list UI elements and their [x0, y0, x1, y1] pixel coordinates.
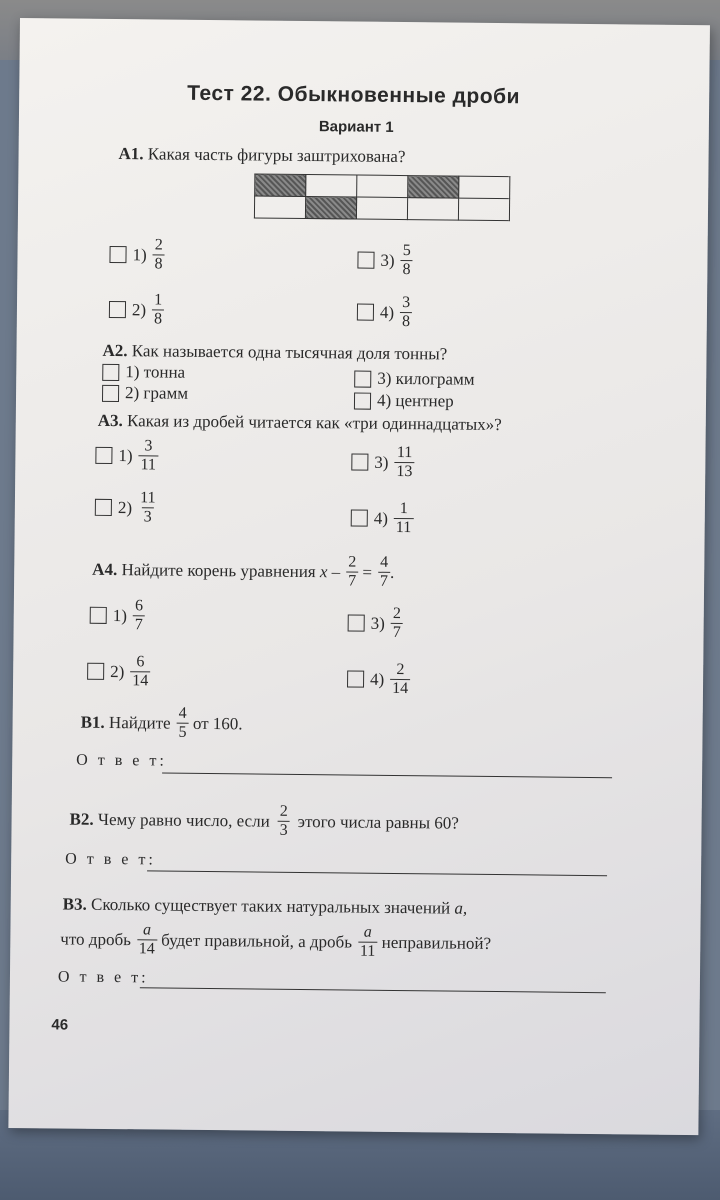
option-a3-1[interactable]: [95, 437, 158, 475]
fraction-numerator: 5: [402, 242, 411, 260]
fraction-denominator: 11: [138, 455, 158, 474]
option-label: 2) грамм: [124, 383, 189, 403]
fraction-numerator: 11: [396, 443, 413, 462]
fraction: [137, 921, 157, 958]
question-text: этого числа равны 60?: [297, 811, 460, 833]
checkbox[interactable]: [357, 304, 374, 321]
fraction-numerator: 2: [392, 604, 402, 623]
question-b3-line2: [60, 920, 491, 962]
option-label: 1) тонна: [125, 362, 186, 382]
fraction: [138, 437, 158, 474]
option-a4-4[interactable]: [347, 660, 411, 698]
fraction-numerator: 2: [348, 553, 357, 571]
fraction-numerator: 3: [144, 437, 153, 455]
question-a1: [118, 144, 405, 167]
question-text: Чему равно число, если: [97, 809, 270, 831]
fraction-numerator: 6: [134, 597, 144, 615]
question-b2: [69, 801, 459, 842]
page-number: 46: [51, 1016, 69, 1034]
fraction: [152, 291, 164, 328]
answer-field-b2[interactable]: [147, 869, 607, 876]
fraction-numerator: 2: [396, 660, 405, 679]
question-text: будет правильной, а дробь: [161, 930, 353, 952]
option-label: 2): [131, 299, 147, 319]
option-a2-4[interactable]: [354, 391, 454, 412]
option-a3-2[interactable]: [95, 489, 158, 527]
question-text: Сколько существует таких натуральных значений: [90, 894, 451, 918]
question-text: Найдите корень уравнения: [121, 559, 316, 581]
fraction-numerator: 6: [136, 653, 145, 671]
fraction: [358, 924, 378, 961]
fraction-denominator: 14: [137, 939, 157, 958]
checkbox[interactable]: [109, 301, 126, 318]
figure-cell: [357, 175, 408, 198]
question-number: В1.: [80, 712, 105, 732]
fraction-denominator: 5: [176, 723, 188, 742]
checkbox[interactable]: [357, 252, 374, 269]
question-number: А3.: [97, 410, 123, 431]
fraction-denominator: 8: [153, 254, 165, 273]
option-a2-2[interactable]: [102, 383, 188, 404]
fraction: [133, 597, 145, 634]
figure-cell: [459, 176, 510, 199]
answer-field-b3[interactable]: [140, 986, 606, 993]
fraction-numerator: 4: [380, 553, 389, 571]
figure-cell-shaded: [255, 174, 306, 197]
option-label: 4) центнер: [376, 390, 454, 411]
question-number: А4.: [92, 559, 118, 579]
option-label: 1): [112, 605, 128, 625]
option-a1-2[interactable]: [109, 291, 165, 329]
fraction-denominator: 8: [152, 309, 164, 328]
option-a2-3[interactable]: [354, 369, 474, 390]
variable-a: a,: [454, 898, 468, 918]
checkbox[interactable]: [347, 670, 364, 687]
question-number: А2.: [102, 340, 128, 361]
checkbox[interactable]: [351, 453, 368, 470]
figure-cell-shaded: [305, 197, 356, 220]
fraction-denominator: 7: [346, 571, 358, 590]
option-label: 2): [117, 497, 133, 517]
question-text: Найдите: [108, 712, 171, 733]
checkbox[interactable]: [351, 509, 368, 526]
fraction-numerator: 1: [399, 500, 408, 518]
fraction: [378, 554, 390, 591]
answer-label: О т в е т:: [76, 751, 167, 770]
answer-label: О т в е т:: [57, 968, 149, 987]
checkbox[interactable]: [102, 384, 119, 401]
fraction-numerator: 11: [140, 489, 156, 507]
period: .: [389, 562, 395, 582]
fraction: [138, 489, 158, 526]
figure-cell: [356, 197, 407, 220]
fraction-denominator: 8: [400, 260, 412, 279]
question-number: В2.: [69, 809, 94, 829]
option-a1-1[interactable]: [109, 236, 165, 274]
option-label: 2): [110, 661, 125, 681]
fraction-denominator: 11: [394, 518, 414, 537]
variant-label: Вариант 1: [318, 118, 394, 136]
fraction-numerator: 2: [154, 236, 163, 254]
fraction: [130, 653, 150, 690]
fraction: [153, 236, 165, 273]
option-a4-1[interactable]: [90, 597, 146, 635]
fraction: [278, 803, 290, 840]
shaded-figure: [254, 173, 510, 221]
equals-sign: =: [362, 562, 373, 582]
question-b3: [63, 894, 468, 918]
question-text: Как называется одна тысячная доля тонны?: [131, 341, 448, 364]
option-label: 3): [370, 613, 385, 633]
fraction-denominator: 14: [390, 679, 410, 698]
checkbox[interactable]: [95, 447, 112, 464]
option-label: 3): [374, 452, 389, 472]
option-label: 4): [370, 669, 385, 689]
question-text: Какая часть фигуры заштрихована?: [147, 144, 406, 167]
fraction: [391, 605, 403, 642]
option-a1-3[interactable]: [357, 242, 413, 280]
question-a2: [102, 341, 447, 365]
question-b1: [80, 704, 242, 743]
fraction-numerator: 3: [402, 294, 411, 312]
option-label: 3): [380, 250, 395, 270]
checkbox[interactable]: [354, 392, 371, 409]
question-text: от 160.: [192, 713, 243, 733]
option-label: 1): [118, 445, 133, 465]
fraction-numerator: a: [363, 923, 372, 941]
option-a1-4[interactable]: [357, 294, 413, 332]
option-a3-3[interactable]: [351, 443, 415, 481]
checkbox[interactable]: [90, 607, 107, 624]
checkbox[interactable]: [102, 363, 119, 380]
option-a4-2[interactable]: [87, 653, 151, 691]
fraction: [394, 500, 414, 537]
option-label: 1): [132, 244, 147, 264]
fraction: [400, 242, 412, 279]
fraction: [346, 553, 358, 590]
checkbox[interactable]: [95, 499, 112, 516]
fraction-denominator: 7: [378, 572, 390, 591]
option-label: 3) килограмм: [377, 368, 475, 389]
checkbox[interactable]: [348, 614, 365, 631]
figure-cell: [407, 198, 458, 221]
fraction-denominator: 14: [130, 671, 150, 690]
figure-cell-shaded: [408, 176, 459, 199]
fraction: [394, 444, 414, 481]
fraction-numerator: a: [142, 921, 152, 939]
fraction: [176, 705, 188, 742]
answer-label: О т в е т:: [65, 850, 156, 869]
fraction-numerator: 2: [279, 802, 288, 820]
fraction-denominator: 13: [394, 462, 414, 481]
option-a4-3[interactable]: [347, 604, 403, 642]
question-number: В3.: [62, 894, 87, 914]
figure-cell: [254, 196, 305, 219]
question-text: неправильной?: [381, 932, 492, 953]
checkbox[interactable]: [354, 370, 371, 387]
equation-variable: x –: [319, 561, 341, 581]
checkbox[interactable]: [109, 246, 126, 263]
answer-field-b1[interactable]: [162, 772, 612, 779]
worksheet-page: [8, 18, 710, 1135]
fraction-denominator: 3: [278, 821, 290, 840]
option-label: 4): [379, 302, 395, 322]
question-a4: [92, 551, 394, 591]
fraction-denominator: 7: [133, 615, 145, 634]
option-a2-1[interactable]: [102, 362, 185, 383]
question-text: Какая из дробей читается как «три одиннадцатых»?: [126, 411, 502, 435]
fraction: [400, 294, 412, 331]
question-text: что дробь: [60, 928, 132, 949]
question-number: А1.: [118, 144, 144, 164]
fraction-denominator: 3: [142, 507, 154, 526]
option-label: 4): [373, 508, 389, 528]
question-a3: [98, 411, 502, 435]
test-title: Тест 22. Обыкновенные дроби: [187, 81, 521, 109]
fraction-denominator: 7: [391, 623, 403, 642]
fraction: [390, 661, 410, 698]
fraction-denominator: 11: [358, 942, 378, 961]
figure-cell: [306, 175, 357, 198]
option-a3-4[interactable]: [351, 499, 414, 537]
checkbox[interactable]: [87, 663, 104, 680]
fraction-denominator: 8: [400, 312, 412, 331]
figure-cell: [458, 198, 509, 221]
fraction-numerator: 4: [178, 704, 187, 722]
fraction-numerator: 1: [154, 291, 163, 309]
